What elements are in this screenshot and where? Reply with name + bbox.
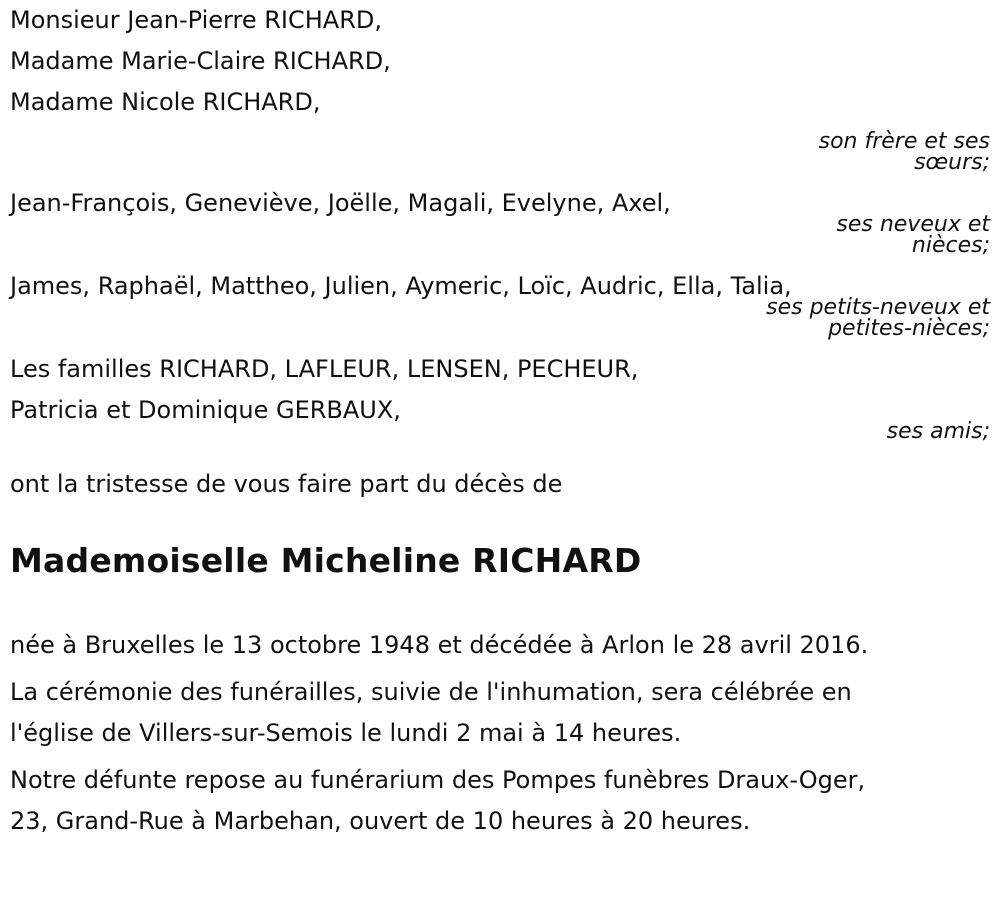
families-line: Patricia et Dominique GERBAUX, <box>10 396 401 424</box>
nephews-line: Jean-François, Geneviève, Joëlle, Magali, Evelyne, Axel, <box>10 189 671 217</box>
friends-role: ses amis; <box>886 419 990 444</box>
ceremony-line: La cérémonie des funérailles, suivie de l'inhumation, sera célébrée en <box>10 678 852 706</box>
siblings-role: son frère et ses <box>818 129 990 154</box>
sibling-line: Monsieur Jean-Pierre RICHARD, <box>10 6 382 34</box>
funeral-home-line: Notre défunte repose au funérarium des Pompes funèbres Draux-Oger, <box>10 766 866 794</box>
funeral-home-paragraph <box>10 760 990 842</box>
deceased-name: Mademoiselle Micheline RICHARD <box>10 541 642 580</box>
birth-death-line: née à Bruxelles le 13 octobre 1948 et décédée à Arlon le 28 avril 2016. <box>10 631 869 659</box>
announcement-intro: ont la tristesse de vous faire part du décès de <box>10 470 563 498</box>
grandnephews-line: James, Raphaël, Mattheo, Julien, Aymeric, Loïc, Audric, Ella, Talia, <box>10 272 792 300</box>
nephews-role: ses neveux et <box>836 212 990 237</box>
sibling-line: Madame Marie-Claire RICHARD, <box>10 47 391 75</box>
ceremony-paragraph <box>10 672 990 754</box>
nephews-role: nièces; <box>911 233 990 258</box>
siblings-role: sœurs; <box>914 150 990 175</box>
grandnephews-role: ses petits-neveux et <box>766 295 990 320</box>
ceremony-line: l'église de Villers-sur-Semois le lundi 2 mai à 14 heures. <box>10 719 682 747</box>
grandnephews-role: petites-nièces; <box>828 316 990 341</box>
sibling-line: Madame Nicole RICHARD, <box>10 88 321 116</box>
obituary-notice <box>10 0 990 842</box>
families-line: Les familles RICHARD, LAFLEUR, LENSEN, PECHEUR, <box>10 355 639 383</box>
funeral-home-line: 23, Grand-Rue à Marbehan, ouvert de 10 heures à 20 heures. <box>10 807 751 835</box>
